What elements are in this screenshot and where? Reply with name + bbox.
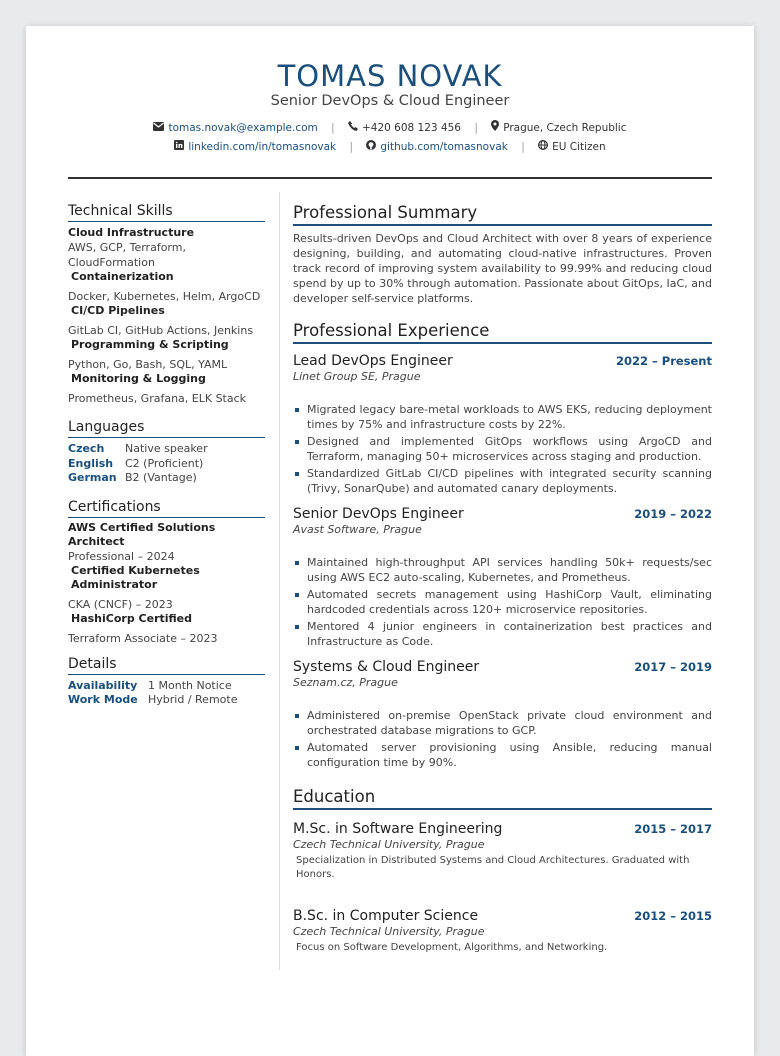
skill-items: Docker, Kubernetes, Helm, ArgoCD: [68, 290, 261, 303]
job-bullets: [293, 709, 712, 770]
job-dates: 2017 – 2019: [634, 660, 712, 674]
job-company: Linet Group SE, Prague: [293, 370, 421, 383]
degree-title: B.Sc. in Computer Science: [293, 908, 479, 924]
job-bullet: Standardized GitLab CI/CD pipelines with integrated security scanning (Trivy, SonarQube) and automated canary deployments.: [293, 467, 712, 496]
job-bullet: Mentored 4 junior engineers in containerization best practices and Infrastructure as Code.: [293, 620, 712, 649]
map-pin-icon: [491, 120, 499, 136]
job-title: Lead DevOps Engineer: [293, 353, 453, 369]
detail-row: [68, 693, 265, 708]
globe-icon: [538, 140, 548, 155]
email-link[interactable]: tomas.novak@example.com: [168, 122, 318, 134]
phone-icon: [348, 121, 358, 136]
detail-row: [68, 679, 265, 694]
education-entry: [293, 908, 712, 955]
degree-title: M.Sc. in Software Engineering: [293, 821, 503, 837]
job-dates: 2019 – 2022: [634, 507, 712, 521]
education-entry: [293, 821, 712, 882]
job-bullet: Administered on-premise OpenStack private cloud environment and orchestrated database migrations to GCP.: [293, 709, 712, 738]
separator: |: [331, 122, 335, 134]
detail-value: Hybrid / Remote: [148, 693, 238, 706]
skill-category: Cloud Infrastructure: [68, 226, 195, 239]
skill-category: Monitoring & Logging: [71, 372, 206, 385]
skills-heading: Technical Skills: [68, 202, 265, 222]
job-bullet: Automated secrets management using HashiCorp Vault, eliminating hardcoded credentials across 120+ microservice repositories.: [293, 588, 712, 617]
job-bullet: Automated server provisioning using Ansible, reducing manual configuration time by 90%.: [293, 741, 712, 770]
skill-category: Containerization: [71, 270, 174, 283]
language-name: Czech: [68, 442, 105, 455]
education-heading: Education: [293, 787, 712, 810]
detail-value: 1 Month Notice: [148, 678, 232, 692]
job-bullet: Migrated legacy bare-metal workloads to AWS EKS, reducing deployment times by 75% and infrastructure costs by 22%.: [293, 403, 712, 432]
candidate-title: Senior DevOps & Cloud Engineer: [270, 93, 510, 109]
certification-detail: CKA (CNCF) – 2023: [68, 597, 173, 611]
skill-items: GitLab CI, GitHub Actions, Jenkins: [68, 324, 254, 337]
job-header: [293, 506, 712, 523]
certification-name: HashiCorp Certified: [71, 611, 193, 625]
job-company: Seznam.cz, Prague: [293, 676, 398, 689]
detail-key: Availability: [68, 678, 138, 692]
language-row: [68, 457, 265, 472]
skill-category: CI/CD Pipelines: [71, 304, 165, 317]
details-heading: Details: [68, 655, 265, 675]
separator: |: [474, 122, 478, 134]
column-divider: [279, 192, 280, 970]
linkedin-icon: [174, 140, 184, 155]
job-bullet: Designed and implemented GitOps workflows using ArgoCD and Terraform, managing 50+ microservices across staging and production.: [293, 435, 712, 464]
citizenship-text: EU Citizen: [552, 141, 606, 153]
job-dates: 2022 – Present: [616, 354, 712, 368]
skill-items: AWS, GCP, Terraform, CloudFormation: [68, 241, 186, 269]
certification-detail: Professional – 2024: [68, 549, 175, 563]
job-title: Systems & Cloud Engineer: [293, 659, 480, 675]
job-header: [293, 353, 712, 370]
education-description: Specialization in Distributed Systems and Cloud Architectures. Graduated with Honors.: [296, 855, 690, 880]
summary-text: Results-driven DevOps and Cloud Architect with over 8 years of experience designing, building, and automating cloud-native infrastructures. Proven track record of improving system availability to 99.99% and reducing cloud spend by up to 30% through automation. Passionate about GitOps, IaC, and developer self-service platforms.: [293, 232, 712, 305]
linkedin-link[interactable]: linkedin.com/in/tomasnovak: [188, 141, 337, 153]
languages-list: [68, 442, 265, 486]
job-bullets: [293, 556, 712, 649]
language-level: C2 (Proficient): [125, 456, 204, 470]
certifications-list: [68, 521, 265, 646]
envelope-icon: [153, 122, 164, 136]
main-content: [293, 203, 712, 955]
location-text: Prague, Czech Republic: [503, 122, 627, 134]
language-name: English: [68, 456, 114, 470]
separator: |: [349, 141, 354, 153]
skill-category: Programming & Scripting: [71, 338, 229, 351]
education-dates: 2012 – 2015: [634, 909, 712, 923]
certification-name: Certified Kubernetes Administrator: [71, 563, 200, 591]
languages-heading: Languages: [68, 418, 265, 438]
phone-number: +420 608 123 456: [361, 122, 461, 134]
certification-name: AWS Certified Solutions Architect: [68, 520, 216, 548]
candidate-name: TOMAS NOVAK: [277, 59, 503, 93]
job-header: [293, 659, 712, 676]
school-name: Czech Technical University, Prague: [293, 838, 485, 851]
contact-row-2: [26, 140, 754, 155]
job-entry: [293, 506, 712, 649]
certification-detail: Terraform Associate – 2023: [68, 631, 218, 645]
job-entry: [293, 659, 712, 770]
skill-items: Prometheus, Grafana, ELK Stack: [68, 392, 247, 405]
education-description: Focus on Software Development, Algorithms, and Networking.: [296, 942, 608, 953]
github-link[interactable]: github.com/tomasnovak: [380, 141, 508, 153]
certifications-heading: Certifications: [68, 498, 265, 518]
header-divider: [68, 177, 712, 179]
job-title: Senior DevOps Engineer: [293, 506, 464, 522]
language-row: [68, 471, 265, 486]
language-row: [68, 442, 265, 457]
resume-page: [26, 26, 754, 1056]
details-list: [68, 679, 265, 708]
job-company: Avast Software, Prague: [293, 523, 422, 536]
job-bullets: [293, 403, 712, 496]
education-header: [293, 821, 712, 838]
language-name: German: [68, 471, 117, 484]
contact-row-1: [26, 120, 754, 136]
language-level: Native speaker: [125, 442, 208, 455]
summary-heading: Professional Summary: [293, 203, 712, 226]
education-dates: 2015 – 2017: [634, 822, 712, 836]
sidebar: [68, 202, 265, 708]
skills-list: [68, 226, 265, 406]
github-icon: [366, 140, 376, 155]
skill-items: Python, Go, Bash, SQL, YAML: [68, 358, 228, 371]
job-entry: [293, 353, 712, 496]
job-bullet: Maintained high-throughput API services handling 50k+ requests/sec using AWS EC2 auto-scaling, Kubernetes, and Prometheus.: [293, 556, 712, 585]
experience-heading: Professional Experience: [293, 321, 712, 344]
school-name: Czech Technical University, Prague: [293, 925, 485, 938]
language-level: B2 (Vantage): [125, 471, 197, 484]
separator: |: [521, 141, 525, 153]
education-header: [293, 908, 712, 925]
detail-key: Work Mode: [68, 693, 138, 706]
